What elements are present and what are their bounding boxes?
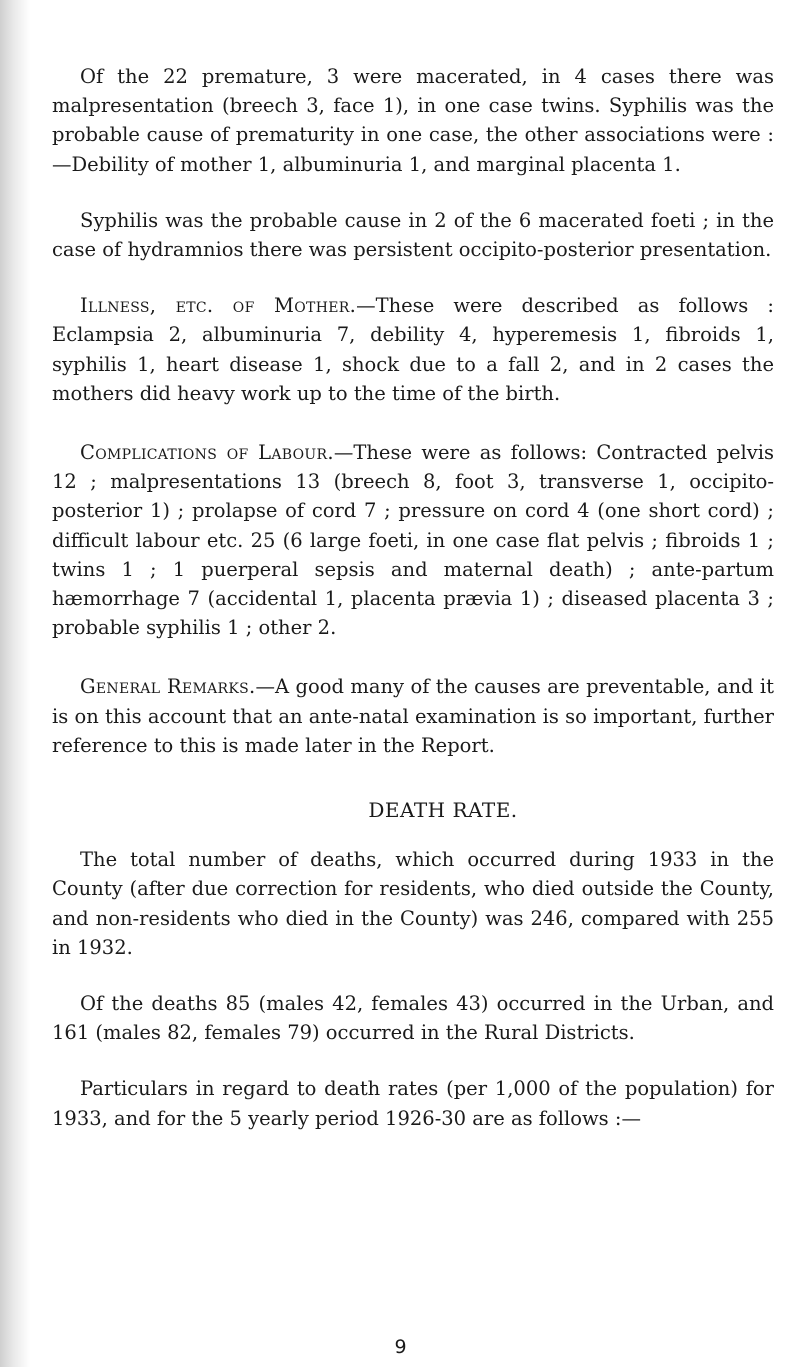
complications-text: —These were as follows: Contracted pelvis 12 ; malpresentations 13 (breech 8, foot 3, transverse 1, occipito-posterior 1) ; prolapse of cord 7 ; pressure on cord 4 (one short cord) ; difficult labour etc. 25 (6 large foeti, in one case flat pelvis ; fibroids 1 ; twins 1 ; 1 puerperal sepsis and maternal death) ; ante-partum hæmorrhage 7 (accidental 1, placenta prævia 1) ; diseased placenta 3 ; probable syphilis 1 ; other 2.: [52, 441, 774, 640]
paragraph-general-remarks: [52, 672, 774, 760]
page-number: 9: [394, 1336, 407, 1358]
paragraph-urban-rural-deaths: Of the deaths 85 (males 42, females 43) occurred in the Urban, and 161 (males 82, females 79) occurred in the Rural Districts.: [52, 992, 774, 1045]
paragraph-premature: Of the 22 premature, 3 were macerated, in 4 cases there was malpresentation (breech 3, face 1), in one case twins. Syphilis was the probable cause of prematurity in one case, the other associations were :—Debility of mother 1, albuminuria 1, and marginal placenta 1.: [52, 65, 774, 176]
paragraph-illness-of-mother: [52, 291, 774, 408]
death-rate-heading: DEATH RATE.: [368, 798, 518, 823]
section-heading-illness: Illness, etc. of Mother.: [80, 294, 357, 318]
illness-text: —These were described as follows : Eclampsia 2, albuminuria 7, debility 4, hyperemesis 1, fibroids 1, syphilis 1, heart disease 1, shock due to a fall 2, and in 2 cases the mothers did heavy work up to the time of the birth.: [52, 294, 775, 405]
general-remarks-text: —A good many of the causes are preventable, and it is on this account that an ante-natal examination is so important, further reference to this is made later in the Report.: [52, 675, 774, 757]
document-body: [52, 62, 774, 1133]
paragraph-total-deaths: The total number of deaths, which occurred during 1933 in the County (after due correction for residents, who died outside the County, and non-residents who died in the County) was 246, compared with 255 in 1932.: [52, 848, 774, 959]
section-heading-complications: Complications of Labour.: [80, 441, 334, 465]
page-edge-shadow: [0, 0, 30, 1367]
paragraph-death-rate-particulars: Particulars in regard to death rates (per 1,000 of the population) for 1933, and for the 5 yearly period 1926-30 are as follows :—: [52, 1077, 774, 1130]
section-heading-general-remarks: General Remarks.: [80, 675, 256, 699]
paragraph-complications-of-labour: [52, 438, 774, 642]
paragraph-syphilis: Syphilis was the probable cause in 2 of the 6 macerated foeti ; in the case of hydramnios there was persistent occipito-posterior presentation.: [52, 208, 774, 262]
